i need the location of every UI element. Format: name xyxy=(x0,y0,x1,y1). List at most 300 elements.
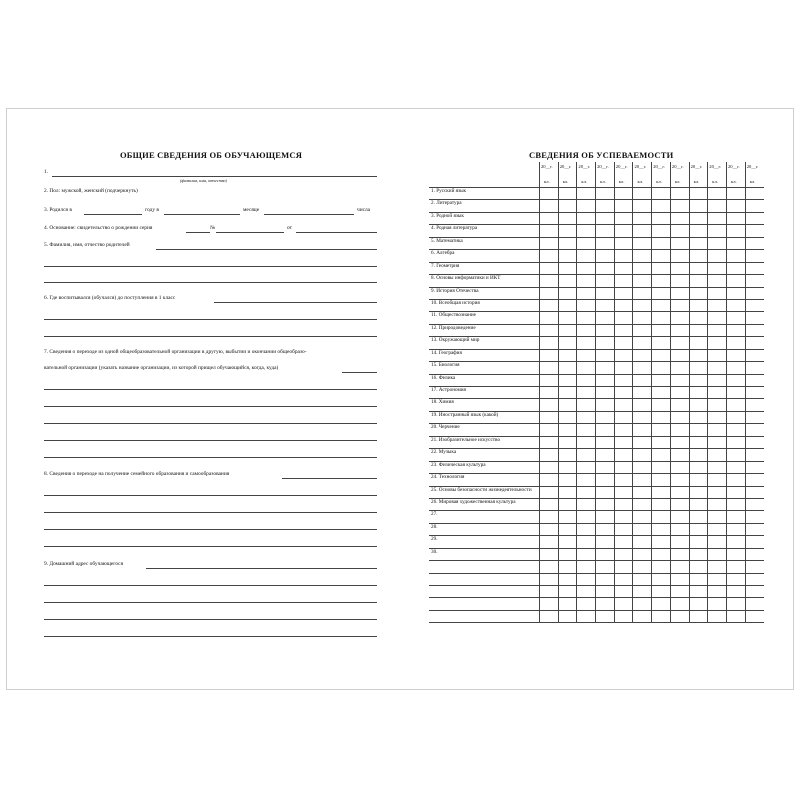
grade-cell[interactable] xyxy=(559,437,578,448)
grade-cell[interactable] xyxy=(708,238,727,249)
grade-cell[interactable] xyxy=(690,238,709,249)
grade-cell[interactable] xyxy=(727,437,746,448)
grade-cell[interactable] xyxy=(634,325,653,336)
grade-cell[interactable] xyxy=(596,337,615,348)
grade-cell[interactable] xyxy=(596,312,615,323)
grade-cell[interactable] xyxy=(559,511,578,522)
grade-cell[interactable] xyxy=(540,499,559,510)
grade-cell[interactable] xyxy=(671,399,690,410)
grade-cell[interactable] xyxy=(540,350,559,361)
grade-cell[interactable] xyxy=(615,387,634,398)
grade-cell[interactable] xyxy=(559,288,578,299)
grade-cell[interactable] xyxy=(727,375,746,386)
grade-cell[interactable] xyxy=(615,225,634,236)
grade-cell[interactable] xyxy=(540,424,559,435)
grade-cell[interactable] xyxy=(671,312,690,323)
grade-cell[interactable] xyxy=(596,449,615,460)
grade-cell[interactable] xyxy=(746,213,765,224)
item-6-line-3[interactable] xyxy=(44,336,377,337)
grade-cell[interactable] xyxy=(690,337,709,348)
grade-cell[interactable] xyxy=(615,574,634,585)
grade-cell[interactable] xyxy=(690,325,709,336)
grade-cell[interactable] xyxy=(746,362,765,373)
grade-cell[interactable] xyxy=(690,300,709,311)
grade-cell[interactable] xyxy=(727,487,746,498)
grade-cell[interactable] xyxy=(727,611,746,622)
grade-cell[interactable] xyxy=(652,524,671,535)
grade-cell[interactable] xyxy=(746,238,765,249)
grade-cell[interactable] xyxy=(708,437,727,448)
grade-cell[interactable] xyxy=(615,611,634,622)
grade-cell[interactable] xyxy=(708,200,727,211)
item-8-line-4[interactable] xyxy=(44,529,377,530)
grade-cell[interactable] xyxy=(540,586,559,597)
grade-cell[interactable] xyxy=(690,399,709,410)
grade-cell[interactable] xyxy=(559,598,578,609)
grade-cell[interactable] xyxy=(652,288,671,299)
grade-cell[interactable] xyxy=(559,549,578,560)
grade-cell[interactable] xyxy=(690,288,709,299)
item-4-series-line[interactable] xyxy=(186,232,210,233)
grade-cell[interactable] xyxy=(746,300,765,311)
grade-cell[interactable] xyxy=(708,524,727,535)
grade-cell[interactable] xyxy=(596,474,615,485)
grade-cell[interactable] xyxy=(540,399,559,410)
grade-cell[interactable] xyxy=(577,437,596,448)
grade-cell[interactable] xyxy=(690,188,709,199)
grade-cell[interactable] xyxy=(634,449,653,460)
grade-cell[interactable] xyxy=(615,288,634,299)
grade-cell[interactable] xyxy=(727,288,746,299)
grade-cell[interactable] xyxy=(559,238,578,249)
grade-cell[interactable] xyxy=(727,337,746,348)
item-9-line-3[interactable] xyxy=(44,602,377,603)
grade-cell[interactable] xyxy=(690,213,709,224)
grade-cell[interactable] xyxy=(634,300,653,311)
grade-cell[interactable] xyxy=(746,250,765,261)
grade-cell[interactable] xyxy=(540,263,559,274)
grade-cell[interactable] xyxy=(596,263,615,274)
grade-cell[interactable] xyxy=(559,200,578,211)
grade-cell[interactable] xyxy=(634,524,653,535)
grade-cell[interactable] xyxy=(540,225,559,236)
grade-cell[interactable] xyxy=(559,375,578,386)
grade-cell[interactable] xyxy=(727,474,746,485)
grade-cell[interactable] xyxy=(577,275,596,286)
grade-cell[interactable] xyxy=(615,350,634,361)
grade-cell[interactable] xyxy=(690,375,709,386)
grade-cell[interactable] xyxy=(634,312,653,323)
grade-cell[interactable] xyxy=(559,462,578,473)
grade-cell[interactable] xyxy=(559,586,578,597)
grade-cell[interactable] xyxy=(652,399,671,410)
grade-cell[interactable] xyxy=(596,362,615,373)
grade-cell[interactable] xyxy=(596,511,615,522)
grade-cell[interactable] xyxy=(559,449,578,460)
grade-cell[interactable] xyxy=(634,574,653,585)
grade-cell[interactable] xyxy=(671,263,690,274)
grade-cell[interactable] xyxy=(615,312,634,323)
grade-cell[interactable] xyxy=(727,325,746,336)
grade-cell[interactable] xyxy=(652,536,671,547)
grade-cell[interactable] xyxy=(746,350,765,361)
grade-cell[interactable] xyxy=(746,424,765,435)
grade-cell[interactable] xyxy=(727,462,746,473)
grade-cell[interactable] xyxy=(727,524,746,535)
grade-cell[interactable] xyxy=(559,561,578,572)
grade-cell[interactable] xyxy=(559,611,578,622)
grade-cell[interactable] xyxy=(596,549,615,560)
grade-cell[interactable] xyxy=(746,375,765,386)
item-3-month-line[interactable] xyxy=(264,214,354,215)
grade-cell[interactable] xyxy=(690,499,709,510)
grade-cell[interactable] xyxy=(708,586,727,597)
grade-cell[interactable] xyxy=(540,412,559,423)
grade-cell[interactable] xyxy=(690,536,709,547)
grade-cell[interactable] xyxy=(634,424,653,435)
grade-cell[interactable] xyxy=(708,412,727,423)
grade-cell[interactable] xyxy=(540,312,559,323)
grade-cell[interactable] xyxy=(671,437,690,448)
grade-cell[interactable] xyxy=(615,598,634,609)
grade-cell[interactable] xyxy=(671,598,690,609)
grade-cell[interactable] xyxy=(671,225,690,236)
grade-cell[interactable] xyxy=(671,337,690,348)
grade-cell[interactable] xyxy=(708,250,727,261)
grade-cell[interactable] xyxy=(727,511,746,522)
grade-cell[interactable] xyxy=(615,511,634,522)
grade-cell[interactable] xyxy=(577,424,596,435)
grade-cell[interactable] xyxy=(671,412,690,423)
grade-cell[interactable] xyxy=(746,462,765,473)
grade-cell[interactable] xyxy=(746,225,765,236)
grade-cell[interactable] xyxy=(746,511,765,522)
item-3-born-line[interactable] xyxy=(84,214,142,215)
grade-cell[interactable] xyxy=(690,574,709,585)
grade-cell[interactable] xyxy=(746,437,765,448)
grade-cell[interactable] xyxy=(559,325,578,336)
grade-cell[interactable] xyxy=(652,511,671,522)
grade-cell[interactable] xyxy=(690,586,709,597)
grade-cell[interactable] xyxy=(577,300,596,311)
grade-cell[interactable] xyxy=(540,200,559,211)
grade-cell[interactable] xyxy=(634,412,653,423)
grade-cell[interactable] xyxy=(540,275,559,286)
grade-cell[interactable] xyxy=(746,598,765,609)
grade-cell[interactable] xyxy=(727,449,746,460)
grade-cell[interactable] xyxy=(727,598,746,609)
grade-cell[interactable] xyxy=(615,536,634,547)
grade-cell[interactable] xyxy=(727,300,746,311)
grade-cell[interactable] xyxy=(671,350,690,361)
item-9-line[interactable] xyxy=(146,568,377,569)
grade-cell[interactable] xyxy=(671,474,690,485)
item-7-line-6[interactable] xyxy=(44,457,377,458)
grade-cell[interactable] xyxy=(671,387,690,398)
grade-cell[interactable] xyxy=(690,275,709,286)
grade-cell[interactable] xyxy=(708,487,727,498)
grade-cell[interactable] xyxy=(690,263,709,274)
grade-cell[interactable] xyxy=(708,474,727,485)
grade-cell[interactable] xyxy=(577,574,596,585)
grade-cell[interactable] xyxy=(727,238,746,249)
item-5-line-3[interactable] xyxy=(44,282,377,283)
grade-cell[interactable] xyxy=(559,263,578,274)
grade-cell[interactable] xyxy=(596,586,615,597)
grade-cell[interactable] xyxy=(615,399,634,410)
grade-cell[interactable] xyxy=(652,362,671,373)
grade-cell[interactable] xyxy=(690,561,709,572)
grade-cell[interactable] xyxy=(596,375,615,386)
grade-cell[interactable] xyxy=(559,250,578,261)
grade-cell[interactable] xyxy=(671,200,690,211)
grade-cell[interactable] xyxy=(652,437,671,448)
grade-cell[interactable] xyxy=(690,250,709,261)
item-7-line-4[interactable] xyxy=(44,423,377,424)
grade-cell[interactable] xyxy=(671,487,690,498)
grade-cell[interactable] xyxy=(596,462,615,473)
grade-cell[interactable] xyxy=(596,598,615,609)
grade-cell[interactable] xyxy=(690,598,709,609)
grade-cell[interactable] xyxy=(746,586,765,597)
grade-cell[interactable] xyxy=(577,238,596,249)
grade-cell[interactable] xyxy=(634,288,653,299)
grade-cell[interactable] xyxy=(577,225,596,236)
grade-cell[interactable] xyxy=(559,524,578,535)
grade-cell[interactable] xyxy=(652,499,671,510)
grade-cell[interactable] xyxy=(652,275,671,286)
grade-cell[interactable] xyxy=(671,586,690,597)
grade-cell[interactable] xyxy=(708,337,727,348)
grade-cell[interactable] xyxy=(540,549,559,560)
grade-cell[interactable] xyxy=(634,561,653,572)
grade-cell[interactable] xyxy=(596,188,615,199)
grade-cell[interactable] xyxy=(634,536,653,547)
grade-cell[interactable] xyxy=(671,325,690,336)
grade-cell[interactable] xyxy=(652,598,671,609)
grade-cell[interactable] xyxy=(634,474,653,485)
grade-cell[interactable] xyxy=(690,449,709,460)
grade-cell[interactable] xyxy=(596,524,615,535)
grade-cell[interactable] xyxy=(615,200,634,211)
grade-cell[interactable] xyxy=(634,611,653,622)
grade-cell[interactable] xyxy=(708,511,727,522)
grade-cell[interactable] xyxy=(577,263,596,274)
grade-cell[interactable] xyxy=(652,424,671,435)
grade-cell[interactable] xyxy=(708,362,727,373)
grade-cell[interactable] xyxy=(652,188,671,199)
grade-cell[interactable] xyxy=(652,250,671,261)
grade-cell[interactable] xyxy=(540,561,559,572)
grade-cell[interactable] xyxy=(596,412,615,423)
grade-cell[interactable] xyxy=(615,524,634,535)
grade-cell[interactable] xyxy=(577,536,596,547)
grade-cell[interactable] xyxy=(746,449,765,460)
grade-cell[interactable] xyxy=(727,399,746,410)
grade-cell[interactable] xyxy=(671,574,690,585)
grade-cell[interactable] xyxy=(596,487,615,498)
grade-cell[interactable] xyxy=(652,225,671,236)
grade-cell[interactable] xyxy=(559,574,578,585)
grade-cell[interactable] xyxy=(652,350,671,361)
grade-cell[interactable] xyxy=(652,462,671,473)
grade-cell[interactable] xyxy=(596,437,615,448)
grade-cell[interactable] xyxy=(559,350,578,361)
grade-cell[interactable] xyxy=(671,275,690,286)
grade-cell[interactable] xyxy=(577,399,596,410)
item-9-line-5[interactable] xyxy=(44,636,377,637)
grade-cell[interactable] xyxy=(615,188,634,199)
grade-cell[interactable] xyxy=(615,325,634,336)
item-8-line-5[interactable] xyxy=(44,546,377,547)
grade-cell[interactable] xyxy=(540,524,559,535)
grade-cell[interactable] xyxy=(708,574,727,585)
grade-cell[interactable] xyxy=(634,362,653,373)
grade-cell[interactable] xyxy=(596,200,615,211)
grade-cell[interactable] xyxy=(652,312,671,323)
grade-cell[interactable] xyxy=(746,536,765,547)
grade-cell[interactable] xyxy=(577,325,596,336)
grade-cell[interactable] xyxy=(708,263,727,274)
grade-cell[interactable] xyxy=(708,499,727,510)
item-7-line[interactable] xyxy=(342,372,377,373)
grade-cell[interactable] xyxy=(577,250,596,261)
grade-cell[interactable] xyxy=(540,611,559,622)
grade-cell[interactable] xyxy=(690,611,709,622)
grade-cell[interactable] xyxy=(671,462,690,473)
grade-cell[interactable] xyxy=(615,437,634,448)
grade-cell[interactable] xyxy=(559,412,578,423)
grade-cell[interactable] xyxy=(727,549,746,560)
grade-cell[interactable] xyxy=(615,275,634,286)
grade-cell[interactable] xyxy=(746,325,765,336)
grade-cell[interactable] xyxy=(671,511,690,522)
item-8-line-2[interactable] xyxy=(44,495,377,496)
grade-cell[interactable] xyxy=(559,387,578,398)
grade-cell[interactable] xyxy=(596,574,615,585)
grade-cell[interactable] xyxy=(652,586,671,597)
grade-cell[interactable] xyxy=(634,275,653,286)
grade-cell[interactable] xyxy=(690,487,709,498)
grade-cell[interactable] xyxy=(746,312,765,323)
grade-cell[interactable] xyxy=(746,188,765,199)
grade-cell[interactable] xyxy=(746,275,765,286)
grade-cell[interactable] xyxy=(708,536,727,547)
grade-cell[interactable] xyxy=(615,499,634,510)
grade-cell[interactable] xyxy=(596,213,615,224)
grade-cell[interactable] xyxy=(746,200,765,211)
grade-cell[interactable] xyxy=(577,511,596,522)
grade-cell[interactable] xyxy=(727,387,746,398)
grade-cell[interactable] xyxy=(727,312,746,323)
grade-cell[interactable] xyxy=(634,250,653,261)
grade-cell[interactable] xyxy=(559,399,578,410)
grade-cell[interactable] xyxy=(559,213,578,224)
grade-cell[interactable] xyxy=(671,362,690,373)
grade-cell[interactable] xyxy=(708,225,727,236)
grade-cell[interactable] xyxy=(690,362,709,373)
grade-cell[interactable] xyxy=(652,200,671,211)
grade-cell[interactable] xyxy=(746,412,765,423)
grade-cell[interactable] xyxy=(671,499,690,510)
grade-cell[interactable] xyxy=(708,449,727,460)
item-6-line-2[interactable] xyxy=(44,319,377,320)
grade-cell[interactable] xyxy=(577,350,596,361)
grade-cell[interactable] xyxy=(746,487,765,498)
item-8-line[interactable] xyxy=(282,478,377,479)
grade-cell[interactable] xyxy=(577,387,596,398)
grade-cell[interactable] xyxy=(596,611,615,622)
grade-cell[interactable] xyxy=(615,337,634,348)
grade-cell[interactable] xyxy=(634,350,653,361)
grade-cell[interactable] xyxy=(615,213,634,224)
grade-cell[interactable] xyxy=(652,263,671,274)
grade-cell[interactable] xyxy=(746,549,765,560)
grade-cell[interactable] xyxy=(652,325,671,336)
grade-cell[interactable] xyxy=(708,598,727,609)
grade-cell[interactable] xyxy=(746,574,765,585)
grade-cell[interactable] xyxy=(671,238,690,249)
grade-cell[interactable] xyxy=(690,387,709,398)
grade-cell[interactable] xyxy=(746,524,765,535)
grade-cell[interactable] xyxy=(690,412,709,423)
grade-cell[interactable] xyxy=(615,424,634,435)
grade-cell[interactable] xyxy=(708,561,727,572)
grade-cell[interactable] xyxy=(634,213,653,224)
grade-cell[interactable] xyxy=(577,449,596,460)
grade-cell[interactable] xyxy=(634,337,653,348)
grade-cell[interactable] xyxy=(540,449,559,460)
grade-cell[interactable] xyxy=(671,288,690,299)
grade-cell[interactable] xyxy=(708,399,727,410)
grade-cell[interactable] xyxy=(634,437,653,448)
grade-cell[interactable] xyxy=(746,561,765,572)
grade-cell[interactable] xyxy=(727,536,746,547)
grade-cell[interactable] xyxy=(596,350,615,361)
item-5-line-2[interactable] xyxy=(44,266,377,267)
grade-cell[interactable] xyxy=(540,362,559,373)
grade-cell[interactable] xyxy=(727,424,746,435)
grade-cell[interactable] xyxy=(615,487,634,498)
grade-cell[interactable] xyxy=(634,598,653,609)
grade-cell[interactable] xyxy=(652,474,671,485)
grade-cell[interactable] xyxy=(615,474,634,485)
grade-cell[interactable] xyxy=(540,598,559,609)
grade-cell[interactable] xyxy=(540,536,559,547)
grade-cell[interactable] xyxy=(708,300,727,311)
grade-cell[interactable] xyxy=(615,250,634,261)
grade-cell[interactable] xyxy=(540,300,559,311)
grade-cell[interactable] xyxy=(634,511,653,522)
grade-cell[interactable] xyxy=(652,574,671,585)
grade-cell[interactable] xyxy=(559,225,578,236)
grade-cell[interactable] xyxy=(577,586,596,597)
grade-cell[interactable] xyxy=(615,263,634,274)
grade-cell[interactable] xyxy=(559,312,578,323)
grade-cell[interactable] xyxy=(577,375,596,386)
grade-cell[interactable] xyxy=(540,375,559,386)
grade-cell[interactable] xyxy=(746,263,765,274)
item-4-number-line[interactable] xyxy=(216,232,284,233)
grade-cell[interactable] xyxy=(671,250,690,261)
grade-cell[interactable] xyxy=(746,499,765,510)
grade-cell[interactable] xyxy=(596,250,615,261)
grade-cell[interactable] xyxy=(577,200,596,211)
grade-cell[interactable] xyxy=(708,288,727,299)
item-9-line-2[interactable] xyxy=(44,585,377,586)
grade-cell[interactable] xyxy=(615,549,634,560)
grade-cell[interactable] xyxy=(671,375,690,386)
